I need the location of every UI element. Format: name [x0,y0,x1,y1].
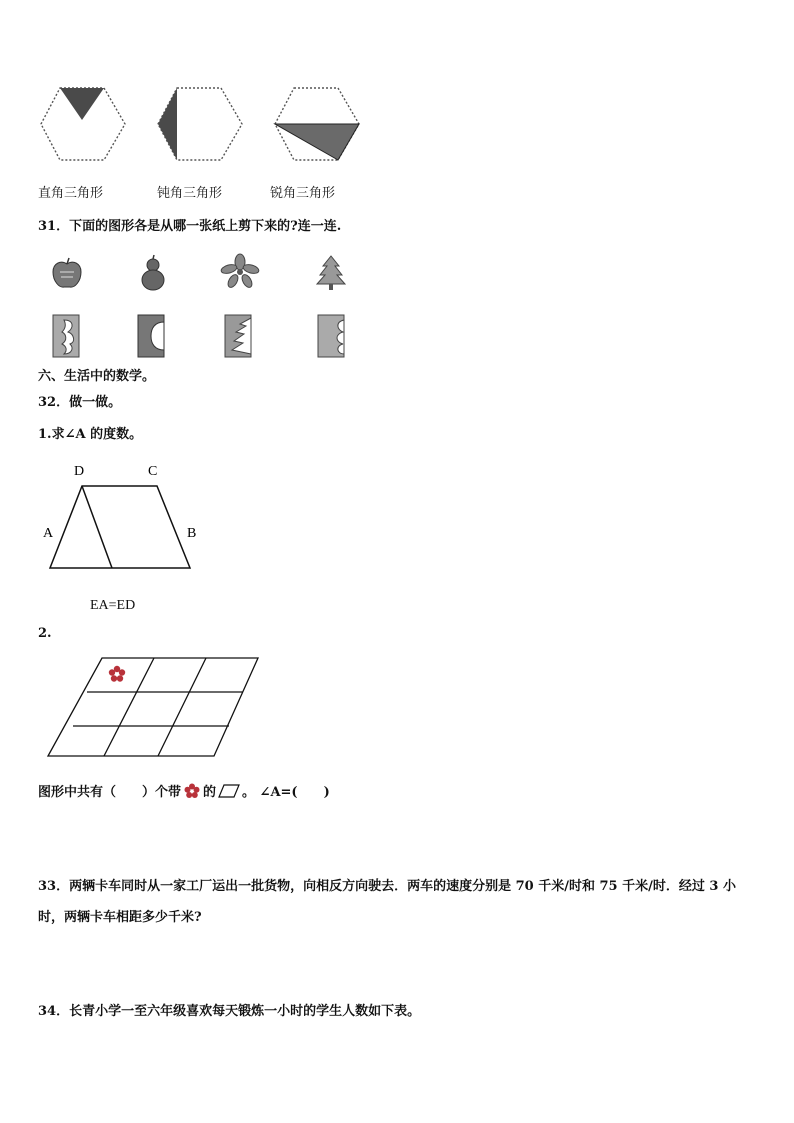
triangle-label-right: 直角三角形 [38,186,104,201]
triangle-label-obtuse: 钝角三角形 [157,186,223,201]
cut-paper-icon-4 [317,314,345,358]
question-31: 31．下面的图形各是从哪一张纸上剪下来的?连一连. [38,219,342,234]
apple-icon [50,256,84,290]
hexagon-acute-triangle-figure [272,86,362,162]
section-6-heading: 六、生活中的数学。 [38,369,156,384]
vertex-label-b: B [187,526,197,541]
tree-icon [315,255,347,291]
hexagon-obtuse-triangle-figure [155,86,245,162]
part-2-text-b: 的 [203,785,217,800]
flower-icon [109,666,125,682]
part-2-text-c: 。 ∠A=( ) [242,785,330,800]
question-32-part-1: 1.求∠A 的度数。 [38,427,143,442]
vertex-label-c: C [148,464,158,479]
question-32-part-2: 2. [38,626,52,641]
part-2-text-a: 图形中共有（ ）个带 [38,785,182,800]
vertex-label-d: D [74,464,85,479]
parallelogram-grid-figure [44,656,264,760]
question-33-line-1: 33．两辆卡车同时从一家工厂运出一批货物，向相反方向驶去．两车的速度分别是 70 千米/时和 75 千米/时．经过 3 小 [38,879,736,894]
cut-paper-icon-2 [137,314,165,358]
vertex-label-a: A [43,526,54,541]
question-34: 34．长青小学一至六年级喜欢每天锻炼一小时的学生人数如下表。 [38,1004,421,1019]
question-33-line-2: 时，两辆卡车相距多少千米? [38,910,202,925]
cut-paper-icon-3 [224,314,252,358]
small-parallelogram-icon [218,784,240,798]
triangle-label-acute: 锐角三角形 [270,186,336,201]
parallelogram-figure [40,458,220,578]
question-32: 32．做一做。 [38,395,122,410]
flower-icon [183,782,201,800]
hexagon-right-triangle-figure [38,86,128,162]
caption-ea-ed: EA=ED [90,598,136,613]
flower-icon [221,254,259,290]
gourd-icon [138,254,168,292]
cut-paper-icon-1 [52,314,80,358]
question-32-part-2-text [38,781,330,800]
